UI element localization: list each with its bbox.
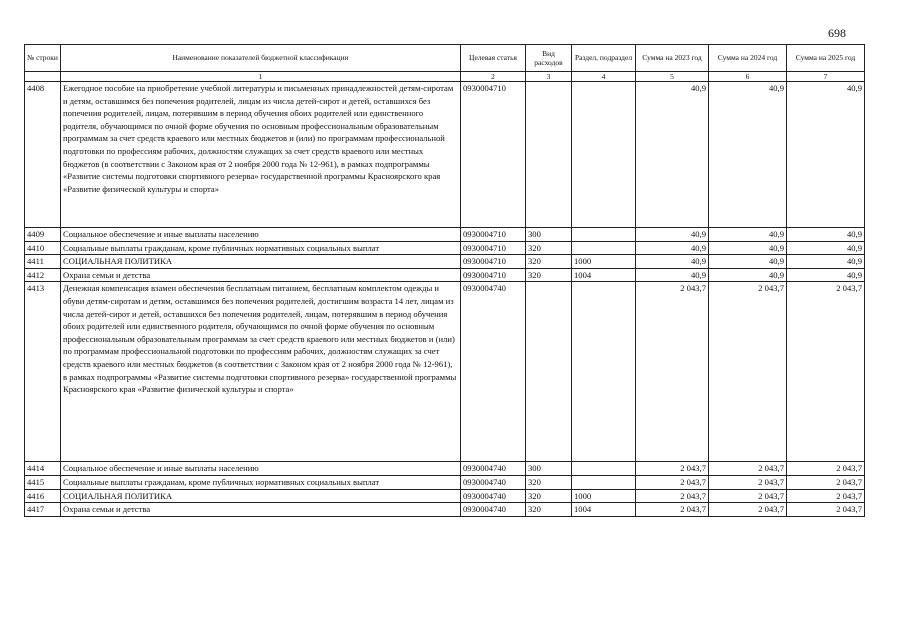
row-sum-2024: 2 043,7	[709, 462, 787, 476]
row-sum-2023: 40,9	[636, 255, 709, 269]
table-row	[25, 241, 865, 255]
row-name: Охрана семьи и детства	[61, 268, 461, 282]
table-row	[25, 489, 865, 503]
row-target-code: 0930004740	[461, 489, 526, 503]
row-section	[572, 462, 636, 476]
header-section: Раздел, подраздел	[572, 45, 636, 72]
row-sum-2023: 2 043,7	[636, 503, 709, 517]
row-number: 4410	[25, 241, 61, 255]
row-name: Социальное обеспечение и иные выплаты населению	[61, 228, 461, 242]
row-sum-2024: 2 043,7	[709, 282, 787, 462]
header-row	[25, 45, 865, 72]
row-kind: 320	[526, 255, 572, 269]
header-target: Целевая статья	[461, 45, 526, 72]
row-sum-2024: 2 043,7	[709, 475, 787, 489]
header-sum-2025: Сумма на 2025 год	[787, 45, 865, 72]
row-sum-2025: 40,9	[787, 228, 865, 242]
row-section	[572, 82, 636, 228]
row-sum-2025: 2 043,7	[787, 462, 865, 476]
column-number: 2	[461, 72, 526, 82]
row-name: Ежегодное пособие на приобретение учебной литературы и письменных принадлежностей детям-сиротам и детям, оставшимся без попечения родителей, лицам из числа детей-сирот и детей, оставшихся без попечения родителей, лицам, потерявшим в период обучения обоих родителей или единственного родителя, обучающимся по очной форме обучения по основным профессиональным образовательным программам за счет средств краевого или местных бюджетов и (или) по программам профессиональной подготовки по профессиям рабочих, должностям служащих за счет средств краевого или местных бюджетов (в соответствии с Законом края от 2 ноября 2000 года № 12-961), в рамках подпрограммы «Развитие системы подготовки спортивного резерва» государственной программы Красноярского края «Развитие физической культуры и спорта»	[61, 82, 461, 228]
row-sum-2025: 2 043,7	[787, 503, 865, 517]
row-number: 4415	[25, 475, 61, 489]
header-sum-2024: Сумма на 2024 год	[709, 45, 787, 72]
table-row	[25, 255, 865, 269]
row-target-code: 0930004710	[461, 255, 526, 269]
table-row	[25, 503, 865, 517]
row-number: 4411	[25, 255, 61, 269]
row-kind: 320	[526, 241, 572, 255]
row-name: СОЦИАЛЬНАЯ ПОЛИТИКА	[61, 489, 461, 503]
row-target-code: 0930004710	[461, 241, 526, 255]
column-number	[25, 72, 61, 82]
row-kind: 320	[526, 503, 572, 517]
row-sum-2023: 2 043,7	[636, 282, 709, 462]
row-sum-2023: 2 043,7	[636, 475, 709, 489]
row-name: Денежная компенсация взамен обеспечения бесплатным питанием, бесплатным комплектом одежды и обуви детям-сиротам и детям, оставшимся без попечения родителей, достигшим возраста 14 лет, лицам из числа детей-сирот и детей, оставшихся без попечения родителей, лицам, потерявшим в период обучения обоих родителей или единственного родителя, обучающимся по очной форме обучения по основным профессиональным образовательным программам за счет средств краевого или местных бюджетов и (или) по программам профессиональной подготовки по профессиям рабочих, должностям служащих за счет средств краевого или местных бюджетов (в соответствии с Законом края от 2 ноября 2000 года № 12-961), в рамках подпрограммы «Развитие системы подготовки спортивного резерва» государственной программы Красноярского края «Развитие физической культуры и спорта»	[61, 282, 461, 462]
row-sum-2024: 2 043,7	[709, 503, 787, 517]
column-number: 1	[61, 72, 461, 82]
row-number: 4413	[25, 282, 61, 462]
row-target-code: 0930004710	[461, 82, 526, 228]
row-sum-2025: 2 043,7	[787, 489, 865, 503]
row-section: 1004	[572, 268, 636, 282]
row-sum-2024: 40,9	[709, 255, 787, 269]
row-name: Социальное обеспечение и иные выплаты населению	[61, 462, 461, 476]
column-number: 4	[572, 72, 636, 82]
row-number: 4408	[25, 82, 61, 228]
budget-table	[24, 44, 865, 517]
table-row	[25, 475, 865, 489]
row-name: Социальные выплаты гражданам, кроме публичных нормативных социальных выплат	[61, 475, 461, 489]
row-kind: 320	[526, 268, 572, 282]
row-sum-2024: 2 043,7	[709, 489, 787, 503]
header-row-num: № строки	[25, 45, 61, 72]
row-section: 1000	[572, 255, 636, 269]
header-kind: Вид расходов	[526, 45, 572, 72]
row-name: Социальные выплаты гражданам, кроме публичных нормативных социальных выплат	[61, 241, 461, 255]
row-section	[572, 228, 636, 242]
row-kind: 320	[526, 489, 572, 503]
row-section	[572, 241, 636, 255]
table-row	[25, 282, 865, 462]
row-sum-2025: 40,9	[787, 241, 865, 255]
row-sum-2024: 40,9	[709, 268, 787, 282]
row-sum-2025: 40,9	[787, 82, 865, 228]
table-row	[25, 82, 865, 228]
row-number: 4416	[25, 489, 61, 503]
row-sum-2025: 2 043,7	[787, 282, 865, 462]
column-number: 5	[636, 72, 709, 82]
row-sum-2025: 40,9	[787, 268, 865, 282]
row-target-code: 0930004740	[461, 475, 526, 489]
column-number: 6	[709, 72, 787, 82]
row-number: 4417	[25, 503, 61, 517]
row-sum-2024: 40,9	[709, 241, 787, 255]
row-sum-2024: 40,9	[709, 228, 787, 242]
header-sum-2023: Сумма на 2023 год	[636, 45, 709, 72]
row-sum-2023: 2 043,7	[636, 489, 709, 503]
row-number: 4409	[25, 228, 61, 242]
row-sum-2023: 40,9	[636, 228, 709, 242]
row-sum-2023: 2 043,7	[636, 462, 709, 476]
row-kind	[526, 82, 572, 228]
row-kind: 300	[526, 228, 572, 242]
row-target-code: 0930004740	[461, 503, 526, 517]
row-sum-2024: 40,9	[709, 82, 787, 228]
row-target-code: 0930004740	[461, 462, 526, 476]
row-kind: 320	[526, 475, 572, 489]
row-section	[572, 475, 636, 489]
row-sum-2023: 40,9	[636, 268, 709, 282]
column-number: 7	[787, 72, 865, 82]
row-kind: 300	[526, 462, 572, 476]
row-section: 1000	[572, 489, 636, 503]
row-kind	[526, 282, 572, 462]
row-target-code: 0930004710	[461, 268, 526, 282]
row-sum-2023: 40,9	[636, 82, 709, 228]
row-number: 4414	[25, 462, 61, 476]
table-row	[25, 462, 865, 476]
table-row	[25, 228, 865, 242]
row-target-code: 0930004740	[461, 282, 526, 462]
header-name: Наименование показателей бюджетной классификации	[61, 45, 461, 72]
column-number: 3	[526, 72, 572, 82]
column-number-row	[25, 72, 865, 82]
row-section	[572, 282, 636, 462]
row-target-code: 0930004710	[461, 228, 526, 242]
row-sum-2023: 40,9	[636, 241, 709, 255]
row-name: СОЦИАЛЬНАЯ ПОЛИТИКА	[61, 255, 461, 269]
page-number: 698	[828, 26, 846, 40]
row-sum-2025: 40,9	[787, 255, 865, 269]
row-section: 1004	[572, 503, 636, 517]
table-row	[25, 268, 865, 282]
row-sum-2025: 2 043,7	[787, 475, 865, 489]
row-name: Охрана семьи и детства	[61, 503, 461, 517]
row-number: 4412	[25, 268, 61, 282]
